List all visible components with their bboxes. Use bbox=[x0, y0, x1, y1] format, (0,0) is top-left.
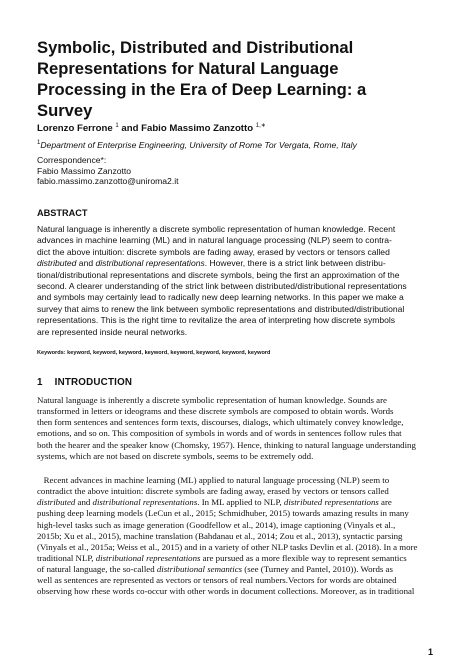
abstract-text: . However, there is a strict link between distribu- bbox=[204, 258, 386, 269]
author-list bbox=[37, 122, 447, 135]
keywords-text: keyword, keyword, keyword, keyword, keyword, keyword, keyword, keyword bbox=[65, 350, 271, 356]
paragraph-line: both the hearer and the speaker know (Chomsky, 1957). Hence, thinking to natural language understanding bbox=[37, 439, 416, 450]
section-number: 1 bbox=[37, 377, 43, 388]
paragraph-line: emotions, and so on. This composition of symbols in words and of words in sentences follow rules that bbox=[37, 428, 402, 439]
abstract-text: and bbox=[76, 258, 96, 269]
abstract-line bbox=[37, 258, 437, 269]
paragraph-text: (see (Turney and Pantel, 2010)). Words as bbox=[242, 564, 393, 575]
section-heading bbox=[37, 377, 132, 388]
keywords bbox=[37, 350, 447, 356]
abstract-line: and symbols may certainly lead to radically new deep learning networks. In this paper we make a bbox=[37, 292, 404, 303]
author-affiliation-mark: 1,∗ bbox=[255, 122, 266, 129]
paragraph-text: of natural language, the so-called bbox=[37, 564, 157, 575]
abstract-line: survey that aims to renew the link between symbolic representations and distributed/distributional bbox=[37, 303, 405, 314]
paragraph-line: then form sentences and sentences form texts, discourses, dialogs, which ultimately convey knowledge, bbox=[37, 417, 404, 428]
title-line: Representations for Natural Language bbox=[37, 59, 339, 78]
affiliation-text: Department of Enterprise Engineering, University of Rome Tor Vergata, Rome, Italy bbox=[40, 140, 357, 150]
abstract-line: Natural language is inherently a discrete symbolic representation of human knowledge. Recent bbox=[37, 224, 396, 234]
paragraph-text: are bbox=[378, 497, 392, 508]
paragraph-line: well as sentences are represented as vectors or tensors of real numbers.Vectors for words are obtained bbox=[37, 575, 397, 586]
correspondence-email: fabio.massimo.zanzotto@uniroma2.it bbox=[37, 176, 179, 186]
paragraph-line: transformed in letters or ideograms and these discrete symbols are composed to obtain words. Words bbox=[37, 406, 394, 417]
author-name: Fabio Massimo Zanzotto bbox=[141, 123, 254, 134]
italic-term: distributional representations bbox=[92, 497, 198, 508]
page-number: 1 bbox=[428, 647, 434, 657]
paragraph-text: and bbox=[75, 497, 93, 508]
paper-title bbox=[37, 37, 447, 121]
paragraph-line: high-level tasks such as image generation (Goodfellow et al., 2014), image captioning (Vinyals et al., bbox=[37, 519, 396, 530]
paragraph-line: pushing deep learning models (LeCun et al., 2015; Schmidhuber, 2015) towards amazing results in many bbox=[37, 508, 409, 519]
paragraph-text: traditional NLP, bbox=[37, 552, 96, 563]
italic-term: distributional semantics bbox=[156, 564, 243, 575]
abstract-italic-term: distributed bbox=[37, 258, 77, 269]
body-paragraph bbox=[37, 395, 440, 462]
abstract-line: representations. This is the right time to revitalize the area of interpreting how discrete symbols bbox=[37, 315, 396, 326]
paragraph-line: Recent advances in machine learning (ML) applied to natural language processing (NLP) seem to bbox=[37, 475, 390, 485]
section-title: INTRODUCTION bbox=[54, 377, 133, 388]
italic-term: distributed representations bbox=[283, 497, 379, 508]
body-paragraph bbox=[37, 475, 440, 598]
correspondence-label: Correspondence*: bbox=[37, 155, 107, 165]
paragraph-line bbox=[37, 553, 440, 564]
abstract-line: tional/distributional representations and discrete symbols, being the first an approximation of the bbox=[37, 269, 400, 280]
paragraph-line: contradict the above intuition: discrete symbols are fading away, erased by vectors or tensors called bbox=[37, 486, 389, 497]
keywords-label: Keywords: bbox=[37, 350, 66, 356]
title-line: Symbolic, Distributed and Distributional bbox=[37, 38, 354, 57]
italic-term: distributed bbox=[37, 497, 76, 508]
italic-term: distributional representations bbox=[95, 552, 201, 563]
abstract-line: dict the above intuition: discrete symbols are fading away, erased by vectors or tensors called bbox=[37, 246, 390, 257]
correspondence-name: Fabio Massimo Zanzotto bbox=[37, 165, 132, 176]
paragraph-line: 2015b; Xu et al., 2015), machine translation (Bahdanau et al., 2014; Zou et al., 2013), syntactic parsing bbox=[37, 530, 403, 541]
title-line: Survey bbox=[37, 101, 93, 120]
paragraph-text: are pursued as a more flexible way to represent semantics bbox=[200, 552, 407, 563]
paragraph-line: Natural language is inherently a discrete symbolic representation of human knowledge. Sounds are bbox=[37, 395, 387, 405]
abstract-line: second. A clearer understanding of the strict link between distributed/distributional representations bbox=[37, 280, 407, 291]
paragraph-text: . In ML applied to NLP, bbox=[197, 497, 284, 508]
abstract-line: are represented inside neural networks. bbox=[37, 326, 188, 337]
author-name: Lorenzo Ferrone bbox=[37, 123, 113, 134]
abstract-heading: ABSTRACT bbox=[37, 208, 88, 218]
paragraph-line bbox=[37, 564, 440, 575]
abstract-line: advances in machine learning (ML) and in natural language processing (NLP) seem to contra- bbox=[37, 235, 392, 246]
paragraph-line: observing how rhese words co-occur with other words in document collections. Moreover, as in traditional bbox=[37, 586, 415, 597]
affiliation-mark: 1 bbox=[37, 140, 41, 147]
paragraph-line: (Vinyals et al., 2015a; Weiss et al., 2015) and in a variety of other NLP tasks Devlin et al. (2018). In a more bbox=[37, 541, 418, 552]
abstract-italic-term: distributional representations bbox=[95, 258, 205, 269]
correspondence-block bbox=[37, 155, 447, 187]
paragraph-line: systems, which are not based on discrete symbols, seems to be extremely odd. bbox=[37, 450, 314, 461]
paragraph-line bbox=[37, 497, 440, 508]
affiliation bbox=[37, 139, 447, 151]
abstract-body bbox=[37, 224, 437, 338]
title-line: Processing in the Era of Deep Learning: a bbox=[37, 80, 367, 99]
author-conjunction: and bbox=[121, 123, 139, 134]
author-affiliation-mark: 1 bbox=[115, 122, 119, 129]
